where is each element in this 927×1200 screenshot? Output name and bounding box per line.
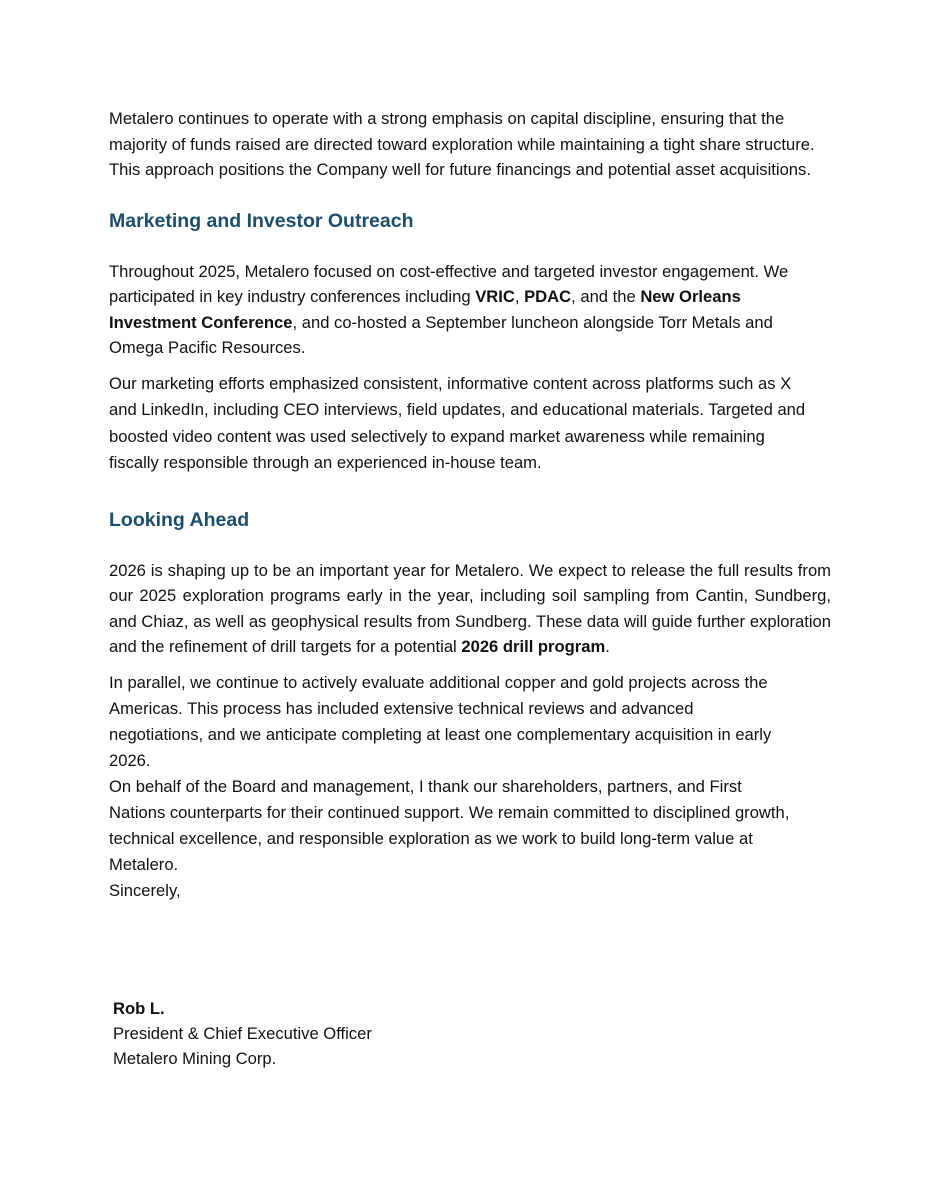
signer-title: President & Chief Executive Officer	[113, 1024, 372, 1043]
section-heading-marketing: Marketing and Investor Outreach	[109, 209, 414, 232]
outreach-sep-1: ,	[514, 287, 525, 306]
new-orleans-bold: New Orleans Investment Conference	[109, 287, 741, 332]
signer-name: Rob L.	[113, 999, 165, 1018]
letter-body	[109, 106, 831, 904]
outreach-paragraph-2: Our marketing efforts emphasized consistent, informative content across platforms such as X and LinkedIn, including CEO interviews, field updates, and educational materials. Targeted and boosted video content was used selectively to expand market awareness while remaining fiscally responsible through an experienced in-house team.	[109, 373, 806, 472]
ahead-paragraph-3: On behalf of the Board and management, I thank our shareholders, partners, and First Nations counterparts for their continued support. We remain committed to disciplined growth, technical excellence, and responsible exploration as we work to build long-term value at Metalero.	[109, 776, 790, 875]
ahead-text-2: .	[605, 637, 610, 656]
drill-program-bold: 2026 drill program	[461, 637, 606, 656]
closing-sincerely: Sincerely,	[109, 881, 181, 901]
section-heading-looking-ahead: Looking Ahead	[109, 508, 250, 531]
ahead-paragraph-2: In parallel, we continue to actively evaluate additional copper and gold projects across the Americas. This process has included extensive technical reviews and advanced negotiations, and we anticipate completing at least one complementary acquisition in early 2026.	[109, 672, 772, 770]
ahead-paragraph-1	[109, 558, 831, 660]
capital-discipline-paragraph: Metalero continues to operate with a strong emphasis on capital discipline, ensuring that the majority of funds raised are directed toward exploration while maintaining a tight share structure. This approach positions the Company well for future financings and potential asset acquisitions.	[109, 109, 815, 179]
outreach-text-1: Throughout 2025, Metalero focused on cost-effective and targeted investor engagement. We participated in key industry conferences including	[109, 261, 789, 306]
signature-block	[113, 996, 613, 1071]
outreach-paragraph-1	[109, 259, 821, 361]
signer-company: Metalero Mining Corp.	[113, 1049, 277, 1068]
ahead-text-1: 2026 is shaping up to be an important year for Metalero. We expect to release the full results from our 2025 exploration programs early in the year, including soil sampling from Cantin, Sundberg, and Chiaz, as well as geophysical results from Sundberg. These data will guide further exploration and the refinement of drill targets for a potential	[109, 560, 831, 656]
vric-bold: VRIC	[475, 287, 515, 306]
outreach-text-2: , and co-hosted a September luncheon alongside Torr Metals and Omega Pacific Resources.	[109, 312, 773, 357]
pdac-bold: PDAC	[524, 287, 572, 306]
outreach-sep-2: , and the	[571, 287, 641, 306]
